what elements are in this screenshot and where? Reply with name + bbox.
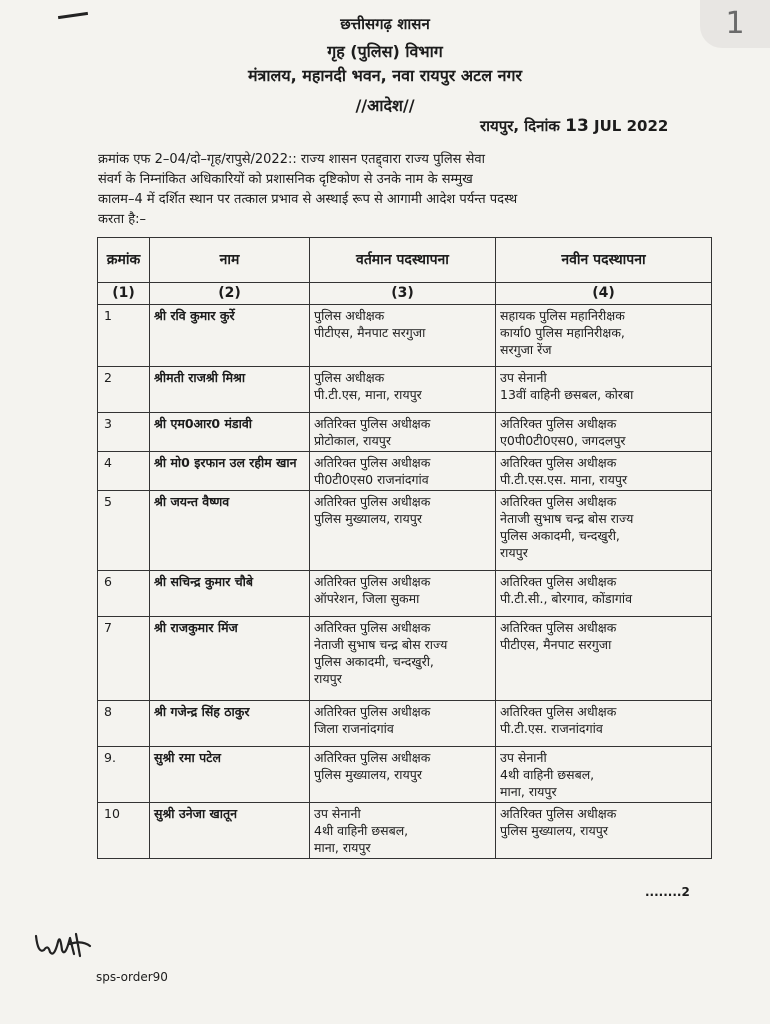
new-posting — [496, 803, 712, 859]
page-number-badge: 1 — [700, 0, 770, 48]
posting-line: पीटीएस, मैनपाट सरगुजा — [314, 325, 426, 340]
officer-name: श्री एम0आर0 मंडावी — [150, 413, 310, 452]
posting-table — [97, 237, 712, 859]
col-number: (1) — [98, 283, 150, 305]
posting-line: अतिरिक्त पुलिस अधीक्षक — [500, 806, 617, 821]
officer-name: श्री गजेन्द्र सिंह ठाकुर — [150, 701, 310, 747]
govt-name: छत्तीसगढ़ शासन — [340, 15, 430, 33]
posting-line: पुलिस अकादमी, चन्दखुरी, — [500, 528, 620, 543]
posting-line: पी.टी.सी., बोरगाव, कोंडागांव — [500, 591, 633, 606]
serial-number: 1 — [98, 305, 150, 367]
table-row — [98, 452, 712, 491]
posting-line: प्रोटोकाल, रायपुर — [314, 433, 391, 448]
serial-number: 6 — [98, 571, 150, 617]
table-row — [98, 305, 712, 367]
table-row — [98, 491, 712, 571]
place-label: रायपुर, दिनांक — [480, 117, 560, 135]
posting-line: सरगुजा रेंज — [500, 342, 552, 357]
table-row — [98, 747, 712, 803]
posting-line: कार्या0 पुलिस महानिरीक्षक, — [500, 325, 625, 340]
current-posting — [310, 305, 496, 367]
posting-line: रायपुर — [500, 545, 528, 560]
serial-number: 10 — [98, 803, 150, 859]
order-paragraph — [98, 150, 698, 230]
table-row — [98, 571, 712, 617]
paragraph-line: करता है:– — [98, 212, 146, 227]
header-serial: क्रमांक — [98, 238, 150, 283]
current-posting — [310, 452, 496, 491]
officer-name: सुश्री रमा पटेल — [150, 747, 310, 803]
posting-line: अतिरिक्त पुलिस अधीक्षक — [500, 494, 617, 509]
header-current-posting: वर्तमान पदस्थापना — [310, 238, 496, 283]
posting-line: अतिरिक्त पुलिस अधीक्षक — [314, 620, 431, 635]
posting-line: अतिरिक्त पुलिस अधीक्षक — [500, 455, 617, 470]
posting-line: अतिरिक्त पुलिस अधीक्षक — [314, 455, 431, 470]
col-number: (2) — [150, 283, 310, 305]
header-new-posting: नवीन पदस्थापना — [496, 238, 712, 283]
new-posting — [496, 747, 712, 803]
current-posting — [310, 491, 496, 571]
posting-line: 13वीं वाहिनी छसबल, कोरबा — [500, 387, 634, 402]
posting-line: ए0पी0टी0एस0, जगदलपुर — [500, 433, 626, 448]
officer-name: श्री सचिन्द्र कुमार चौबे — [150, 571, 310, 617]
posting-line: उप सेनानी — [314, 806, 361, 821]
officer-name: श्री राजकुमार मिंज — [150, 617, 310, 701]
posting-line: उप सेनानी — [500, 750, 547, 765]
officer-name: सुश्री उनेजा खातून — [150, 803, 310, 859]
posting-line: ऑपरेशन, जिला सुकमा — [314, 591, 420, 606]
paragraph-line: क्रमांक एफ 2–04/दो–गृह/रापुसे/2022:: राज्य शासन एतद्द्वारा राज्य पुलिस सेवा — [98, 152, 485, 167]
officer-name: श्री रवि कुमार कुर्रे — [150, 305, 310, 367]
posting-line: माना, रायपुर — [500, 784, 557, 799]
serial-number: 4 — [98, 452, 150, 491]
order-title: //आदेश// — [355, 96, 415, 115]
posting-line: अतिरिक्त पुलिस अधीक्षक — [314, 704, 431, 719]
posting-line: अतिरिक्त पुलिस अधीक्षक — [314, 494, 431, 509]
current-posting — [310, 803, 496, 859]
posting-line: 4थी वाहिनी छसबल, — [500, 767, 595, 782]
posting-line: अतिरिक्त पुलिस अधीक्षक — [314, 750, 431, 765]
posting-line: पी.टी.एस. राजनांदगांव — [500, 721, 603, 736]
col-number: (4) — [496, 283, 712, 305]
ministry-address: मंत्रालय, महानदी भवन, नवा रायपुर अटल नगर — [247, 66, 523, 85]
posting-line: नेताजी सुभाष चन्द्र बोस राज्य — [314, 637, 448, 652]
table-row — [98, 413, 712, 452]
posting-line: पुलिस मुख्यालय, रायपुर — [314, 511, 422, 526]
current-posting — [310, 747, 496, 803]
serial-number: 3 — [98, 413, 150, 452]
new-posting — [496, 452, 712, 491]
continuation-marker: ........2 — [645, 885, 690, 899]
current-posting — [310, 701, 496, 747]
header-name: नाम — [150, 238, 310, 283]
table-row — [98, 617, 712, 701]
posting-line: माना, रायपुर — [314, 840, 371, 855]
new-posting — [496, 305, 712, 367]
table-row — [98, 803, 712, 859]
table-header-row — [98, 238, 712, 283]
current-posting — [310, 571, 496, 617]
posting-line: पुलिस अधीक्षक — [314, 308, 385, 323]
date-day: 13 — [565, 116, 589, 136]
posting-line: 4थी वाहिनी छसबल, — [314, 823, 409, 838]
current-posting — [310, 367, 496, 413]
officer-name: श्री मो0 इरफान उल रहीम खान — [150, 452, 310, 491]
new-posting — [496, 701, 712, 747]
posting-line: पीटीएस, मैनपाट सरगुजा — [500, 637, 612, 652]
posting-line: अतिरिक्त पुलिस अधीक्षक — [314, 416, 431, 431]
new-posting — [496, 413, 712, 452]
new-posting — [496, 491, 712, 571]
posting-line: जिला राजनांदगांव — [314, 721, 394, 736]
posting-line: नेताजी सुभाष चन्द्र बोस राज्य — [500, 511, 634, 526]
officer-name: श्री जयन्त वैष्णव — [150, 491, 310, 571]
table-row — [98, 367, 712, 413]
posting-line: रायपुर — [314, 671, 342, 686]
date-month-year: JUL 2022 — [594, 117, 669, 135]
table-body — [98, 305, 712, 859]
posting-line: पी.टी.एस, माना, रायपुर — [314, 387, 422, 402]
serial-number: 8 — [98, 701, 150, 747]
document-reference: sps-order90 — [96, 970, 168, 984]
paragraph-line: कालम–4 में दर्शित स्थान पर तत्काल प्रभाव से अस्थाई रूप से आगामी आदेश पर्यन्त पदस्थ — [98, 192, 518, 207]
column-number-row — [98, 283, 712, 305]
posting-line: पुलिस अधीक्षक — [314, 370, 385, 385]
posting-line: अतिरिक्त पुलिस अधीक्षक — [500, 704, 617, 719]
new-posting — [496, 617, 712, 701]
serial-number: 5 — [98, 491, 150, 571]
serial-number: 2 — [98, 367, 150, 413]
current-posting — [310, 413, 496, 452]
col-number: (3) — [310, 283, 496, 305]
posting-line: अतिरिक्त पुलिस अधीक्षक — [500, 620, 617, 635]
serial-number: 9. — [98, 747, 150, 803]
posting-line: पी0टी0एस0 राजनांदगांव — [314, 472, 429, 487]
current-posting — [310, 617, 496, 701]
posting-line: अतिरिक्त पुलिस अधीक्षक — [500, 574, 617, 589]
posting-line: पुलिस मुख्यालय, रायपुर — [500, 823, 608, 838]
posting-line: अतिरिक्त पुलिस अधीक्षक — [500, 416, 617, 431]
paragraph-line: संवर्ग के निम्नांकित अधिकारियों को प्रशासनिक दृष्टिकोण से उनके नाम के सम्मुख — [98, 172, 473, 187]
posting-line: पुलिस मुख्यालय, रायपुर — [314, 767, 422, 782]
signature-icon — [30, 920, 96, 964]
new-posting — [496, 367, 712, 413]
department-name: गृह (पुलिस) विभाग — [327, 42, 443, 61]
serial-number: 7 — [98, 617, 150, 701]
posting-line: सहायक पुलिस महानिरीक्षक — [500, 308, 625, 323]
table-row — [98, 701, 712, 747]
posting-line: पी.टी.एस.एस. माना, रायपुर — [500, 472, 628, 487]
posting-line: अतिरिक्त पुलिस अधीक्षक — [314, 574, 431, 589]
new-posting — [496, 571, 712, 617]
officer-name: श्रीमती राजश्री मिश्रा — [150, 367, 310, 413]
posting-line: उप सेनानी — [500, 370, 547, 385]
posting-line: पुलिस अकादमी, चन्दखुरी, — [314, 654, 434, 669]
place-and-date — [480, 116, 668, 136]
